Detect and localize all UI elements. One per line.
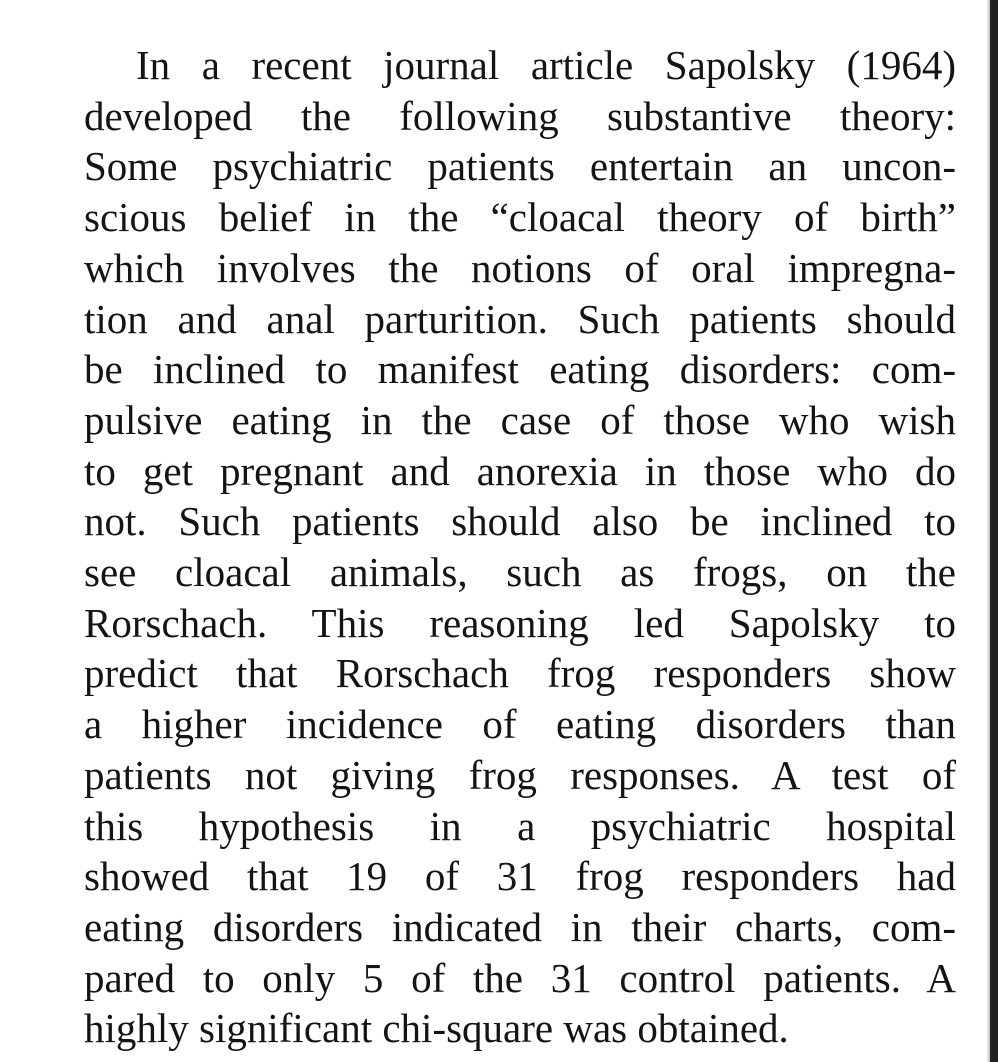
text-line-19: pared to only 5 of the 31 control patients. A	[84, 954, 956, 1001]
body-paragraph	[84, 40, 956, 1054]
text-line-1: In a recent journal article Sapolsky (1964)	[136, 42, 956, 88]
text-line-2: developed the following substantive theory:	[84, 92, 956, 139]
text-line-11: see cloacal animals, such as frogs, on the	[84, 549, 956, 596]
text-line-9: to get pregnant and anorexia in those who do	[84, 447, 956, 494]
page-edge	[990, 0, 998, 1062]
text-line-15: patients not giving frog responses. A test of	[84, 751, 956, 798]
text-line-8: pulsive eating in the case of those who wish	[84, 396, 956, 443]
text-line-3: Some psychiatric patients entertain an uncon-	[84, 143, 956, 190]
text-line-16: this hypothesis in a psychiatric hospital	[84, 802, 956, 849]
text-line-12: Rorschach. This reasoning led Sapolsky to	[84, 599, 956, 646]
text-line-4: scious belief in the “cloacal theory of birth”	[84, 194, 956, 241]
text-line-18: eating disorders indicated in their charts, com-	[84, 903, 956, 950]
text-line-10: not. Such patients should also be inclined to	[84, 498, 956, 545]
text-line-14: a higher incidence of eating disorders than	[84, 701, 956, 748]
text-line-13: predict that Rorschach frog responders show	[84, 650, 956, 697]
text-line-7: be inclined to manifest eating disorders: com-	[84, 346, 956, 393]
text-line-6: tion and anal parturition. Such patients should	[84, 295, 956, 342]
text-line-5: which involves the notions of oral impregna-	[84, 244, 956, 291]
text-line-17: showed that 19 of 31 frog responders had	[84, 853, 956, 900]
text-line-20: highly significant chi-square was obtained.	[84, 1005, 789, 1052]
